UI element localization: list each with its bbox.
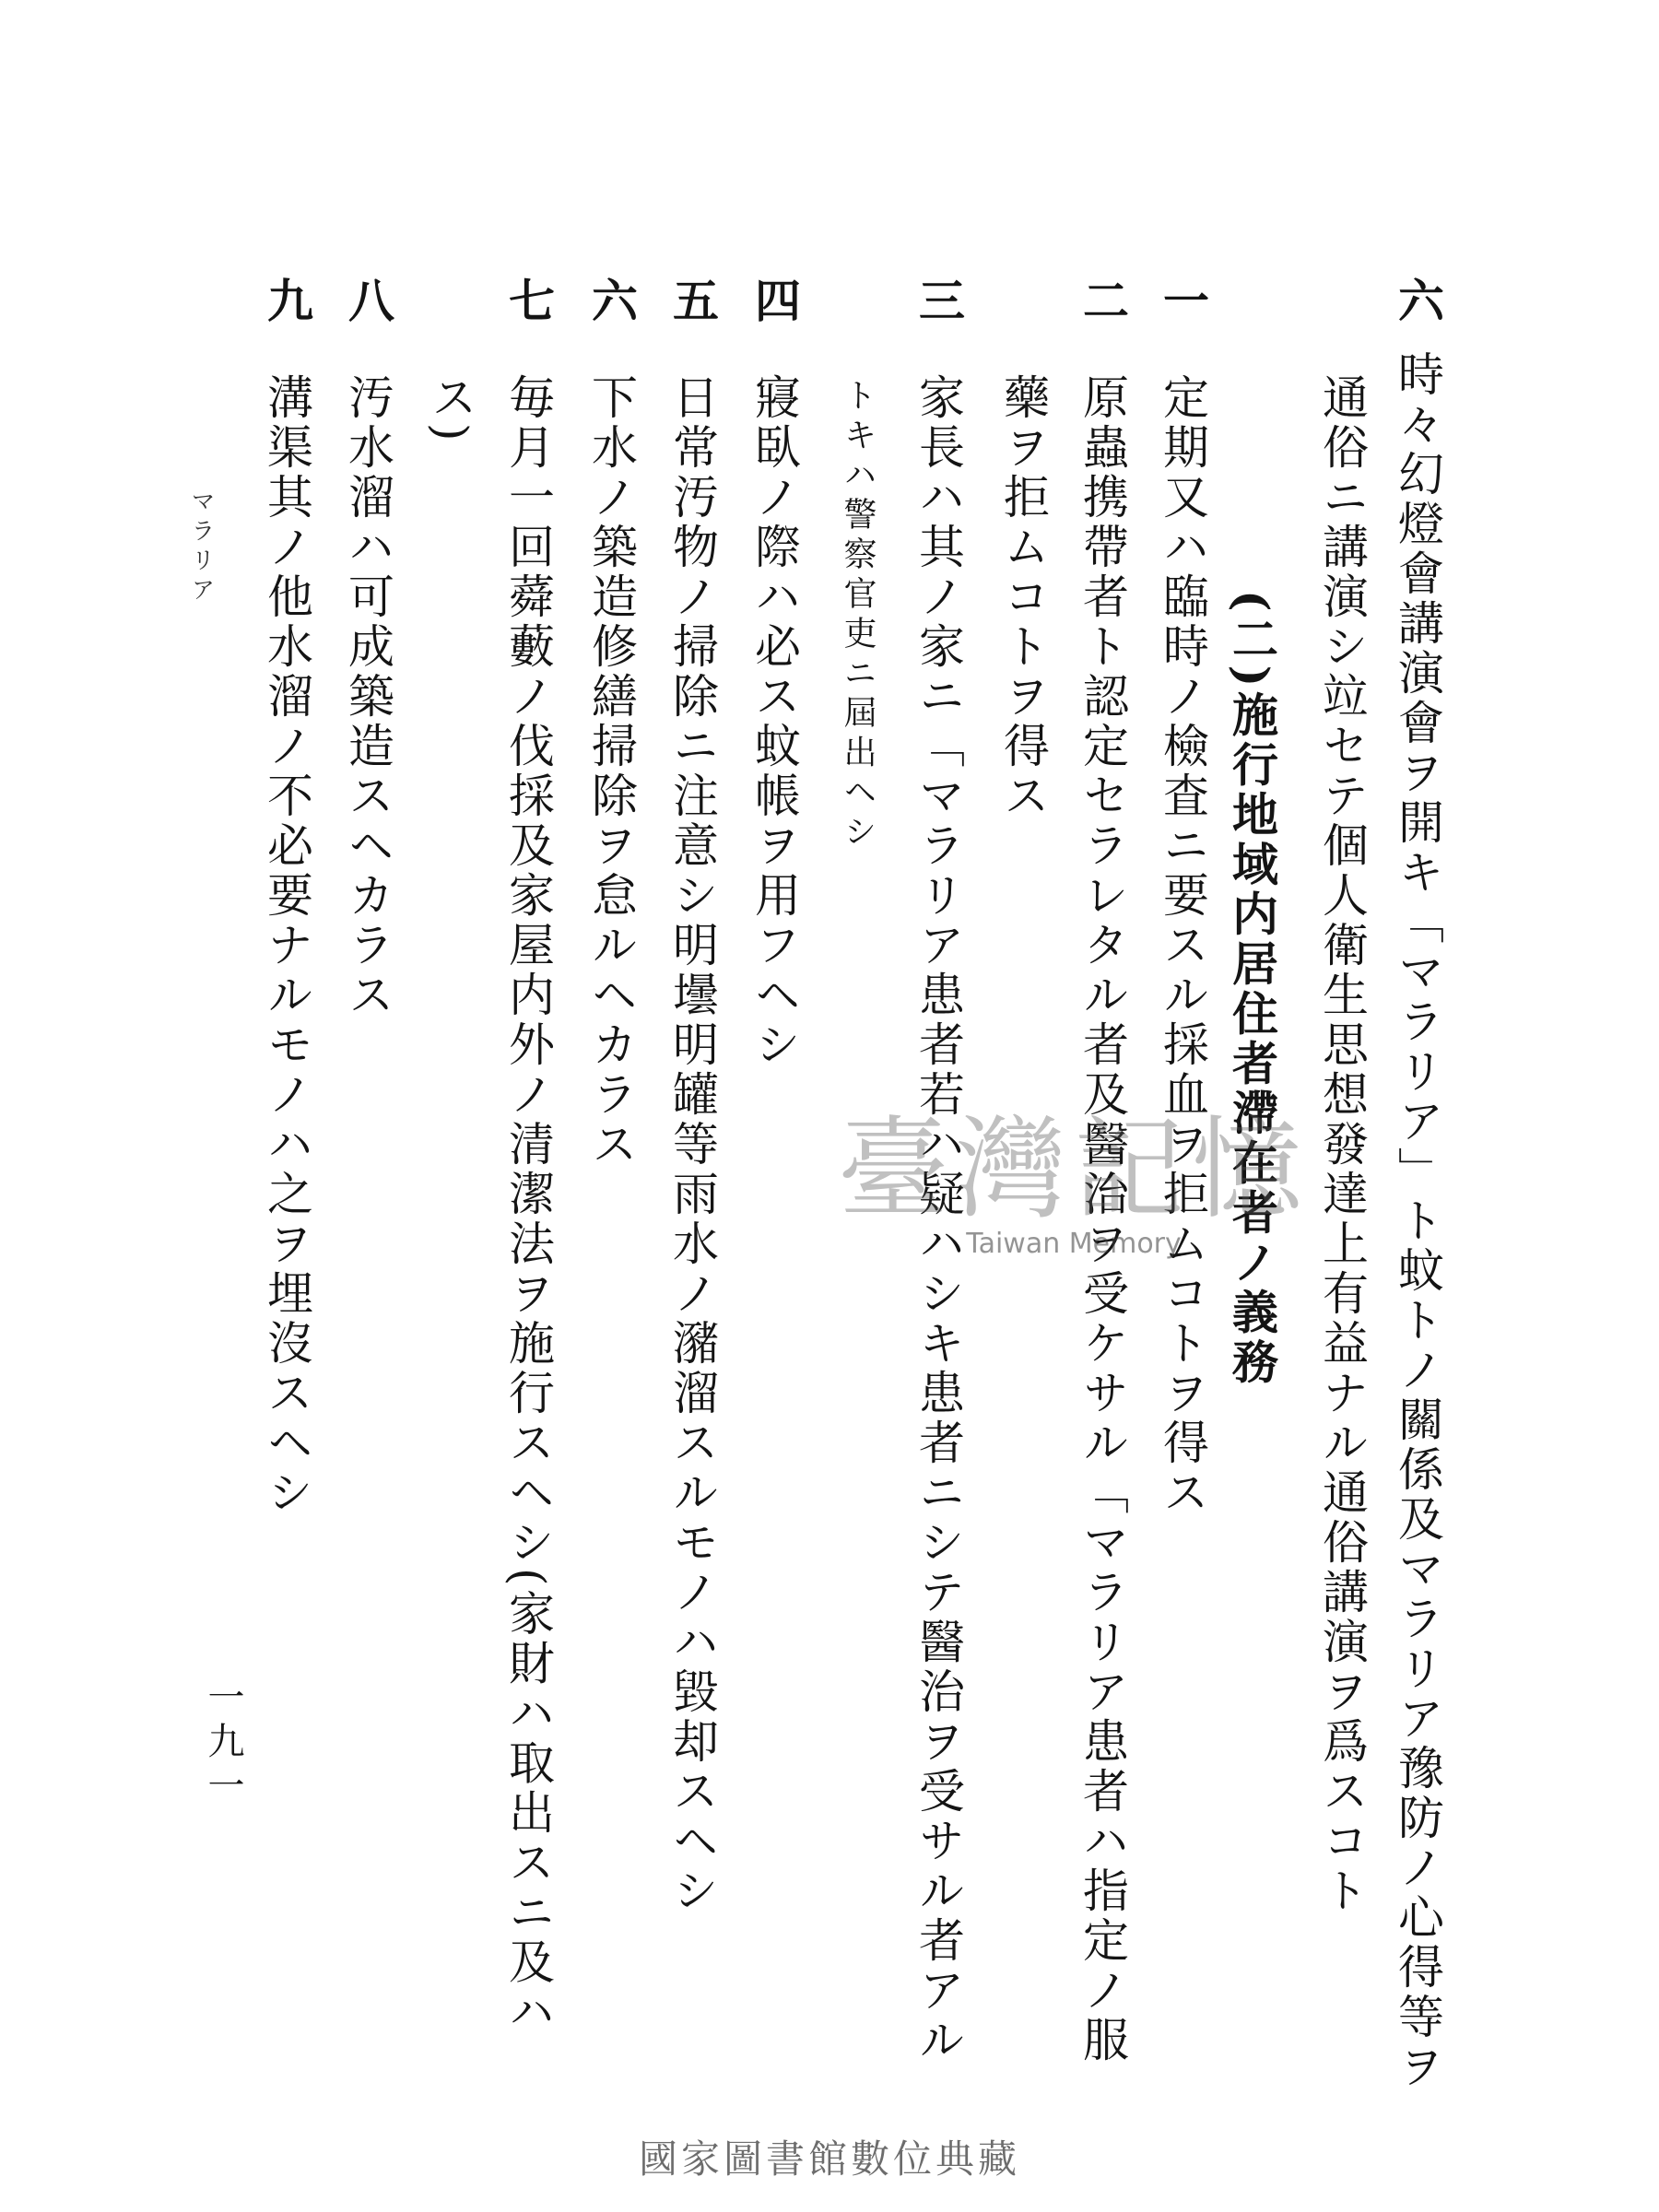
item-text: トキハ警察官吏ニ屆出ヘシ [839, 378, 877, 853]
item-text: 原蟲携帶者ト認定セラレタル者及醫治ヲ受ケサル「マラリア患者ハ指定ノ服 [1076, 373, 1129, 2065]
item-number: 七 [501, 276, 556, 323]
watermark-logo [834, 1106, 1313, 1260]
section-heading: (二)施行地域内居住者滯在者ノ義務 [1225, 590, 1279, 1388]
watermark-chinese: 臺灣記憶 [838, 1106, 1310, 1234]
item-text: ス) [424, 373, 477, 445]
item-number: 六 [1391, 276, 1445, 323]
item-text: 藥ヲ拒ムコトヲ得ス [996, 373, 1050, 821]
item-text: 毎月一回蕣藪ノ伐採及家屋内外ノ清潔法ヲ施行スヘシ(家財ハ取出スニ及ハ [501, 373, 555, 2038]
archive-footer: 國家圖書館數位典藏 [638, 2136, 1020, 2182]
item-text: 通俗ニ講演シ竝セテ個人衛生思想發達上有益ナル通俗講演ヲ爲スコト [1315, 373, 1369, 1916]
item-text: 時々幻燈會講演會ヲ開キ「マラリア」ト蚊トノ關係及マラリア豫防ノ心得等ヲ [1391, 350, 1444, 2092]
item-text: 日常汚物ノ掃除ニ注意シ明壜明罐等雨水ノ瀦溜スルモノハ毀却スヘシ [665, 373, 719, 1916]
item-number: 一 [1156, 276, 1210, 323]
item-number: 二 [1076, 276, 1130, 323]
running-head: マラリア [187, 488, 215, 606]
item-number: 四 [747, 276, 802, 323]
item-text: 寢臥ノ際ハ必ス蚊帳ヲ用フヘシ [747, 373, 801, 1070]
item-text: 家長ハ其ノ家ニ「マラリア患者若ハ疑ハシキ患者ニシテ醫治ヲ受サル者アル [912, 373, 965, 2065]
item-number: 八 [341, 276, 395, 323]
item-text: 汚水溜ハ可成築造スヘカラス [341, 373, 394, 1020]
item-text: 下水ノ築造修繕掃除ヲ怠ルヘカラス [584, 373, 638, 1170]
watermark-english: Taiwan Memory [966, 1228, 1182, 1260]
item-text: 定期又ハ臨時ノ檢査ニ要スル採血ヲ拒ムコトヲ得ス [1156, 373, 1209, 1518]
item-number: 九 [260, 276, 314, 323]
item-text: 溝渠其ノ他水溜ノ不必要ナルモノハ之ヲ埋沒スヘシ [260, 373, 313, 1518]
item-number: 五 [665, 276, 720, 323]
item-number: 三 [912, 276, 966, 323]
item-number: 六 [584, 276, 639, 323]
page-number: 一九一 [202, 1677, 244, 1810]
